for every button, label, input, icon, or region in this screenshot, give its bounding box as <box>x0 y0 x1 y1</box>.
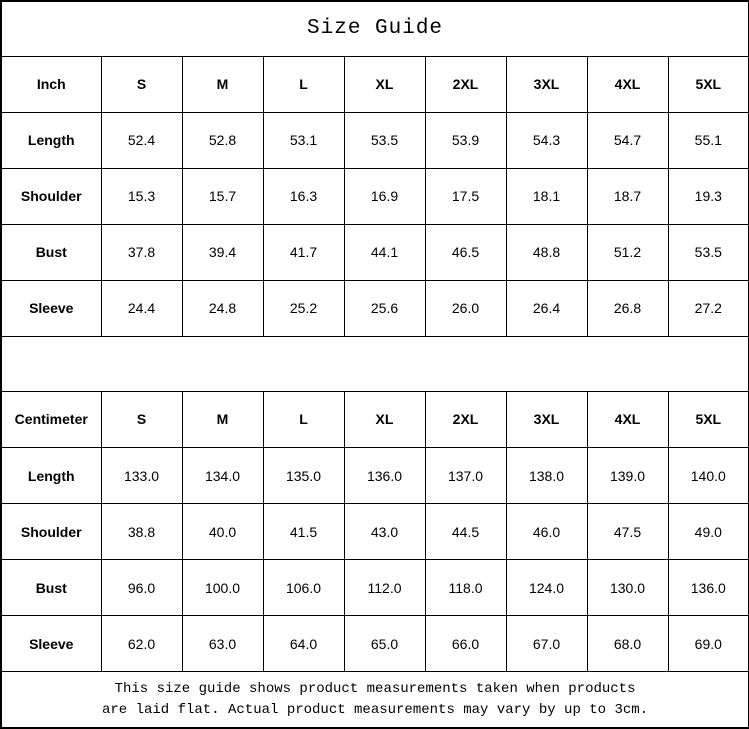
size-col-header: M <box>182 391 263 447</box>
size-col-header: M <box>182 56 263 112</box>
measure-row-label: Shoulder <box>1 504 101 560</box>
measure-value-cell: 96.0 <box>101 560 182 616</box>
measure-value-cell: 137.0 <box>425 448 506 504</box>
measure-value-cell: 68.0 <box>587 616 668 672</box>
measure-value-cell: 44.1 <box>344 224 425 280</box>
measure-value-cell: 40.0 <box>182 504 263 560</box>
measure-value-cell: 124.0 <box>506 560 587 616</box>
measure-value-cell: 17.5 <box>425 168 506 224</box>
measure-value-cell: 136.0 <box>344 448 425 504</box>
measure-value-cell: 53.5 <box>668 224 749 280</box>
measure-value-cell: 54.7 <box>587 112 668 168</box>
measure-value-cell: 64.0 <box>263 616 344 672</box>
size-col-header: L <box>263 56 344 112</box>
measure-value-cell: 41.7 <box>263 224 344 280</box>
measure-value-cell: 139.0 <box>587 448 668 504</box>
measure-value-cell: 15.7 <box>182 168 263 224</box>
measure-value-cell: 37.8 <box>101 224 182 280</box>
inch-length-row <box>1 112 749 168</box>
size-col-header: 2XL <box>425 56 506 112</box>
measure-value-cell: 53.1 <box>263 112 344 168</box>
cm-sleeve-row <box>1 616 749 672</box>
measure-value-cell: 25.2 <box>263 280 344 336</box>
measure-value-cell: 138.0 <box>506 448 587 504</box>
measure-value-cell: 47.5 <box>587 504 668 560</box>
measure-value-cell: 27.2 <box>668 280 749 336</box>
measure-value-cell: 140.0 <box>668 448 749 504</box>
inch-bust-row <box>1 224 749 280</box>
inch-sleeve-row <box>1 280 749 336</box>
size-col-header: L <box>263 391 344 447</box>
measure-value-cell: 65.0 <box>344 616 425 672</box>
measure-value-cell: 106.0 <box>263 560 344 616</box>
size-col-header: S <box>101 56 182 112</box>
measure-row-label: Bust <box>1 224 101 280</box>
inch-shoulder-row <box>1 168 749 224</box>
measure-row-label: Bust <box>1 560 101 616</box>
size-col-header: 3XL <box>506 56 587 112</box>
cm-shoulder-row <box>1 504 749 560</box>
measure-row-label: Sleeve <box>1 280 101 336</box>
title-row <box>1 1 749 56</box>
measure-value-cell: 69.0 <box>668 616 749 672</box>
table-spacer-row <box>1 336 749 391</box>
measure-value-cell: 51.2 <box>587 224 668 280</box>
measure-value-cell: 133.0 <box>101 448 182 504</box>
size-col-header: 4XL <box>587 391 668 447</box>
cm-header-row <box>1 391 749 447</box>
measure-value-cell: 18.7 <box>587 168 668 224</box>
inch-unit-header: Inch <box>1 56 101 112</box>
measure-value-cell: 134.0 <box>182 448 263 504</box>
measure-value-cell: 46.0 <box>506 504 587 560</box>
measure-value-cell: 15.3 <box>101 168 182 224</box>
measure-value-cell: 39.4 <box>182 224 263 280</box>
measure-value-cell: 46.5 <box>425 224 506 280</box>
measure-value-cell: 26.4 <box>506 280 587 336</box>
size-col-header: XL <box>344 391 425 447</box>
footer-note-line1: This size guide shows product measurements taken when products <box>114 680 636 697</box>
measure-value-cell: 41.5 <box>263 504 344 560</box>
size-col-header: XL <box>344 56 425 112</box>
measure-row-label: Shoulder <box>1 168 101 224</box>
footer-note <box>1 672 749 728</box>
size-col-header: 3XL <box>506 391 587 447</box>
measure-value-cell: 43.0 <box>344 504 425 560</box>
page-title: Size Guide <box>1 1 749 56</box>
table-spacer <box>1 336 749 391</box>
measure-value-cell: 18.1 <box>506 168 587 224</box>
measure-value-cell: 63.0 <box>182 616 263 672</box>
size-col-header: 2XL <box>425 391 506 447</box>
measure-value-cell: 130.0 <box>587 560 668 616</box>
size-col-header: 4XL <box>587 56 668 112</box>
cm-length-row <box>1 448 749 504</box>
size-col-header: 5XL <box>668 391 749 447</box>
cm-bust-row <box>1 560 749 616</box>
measure-row-label: Sleeve <box>1 616 101 672</box>
size-col-header: 5XL <box>668 56 749 112</box>
inch-header-row <box>1 56 749 112</box>
measure-value-cell: 53.9 <box>425 112 506 168</box>
footer-note-line2: are laid flat. Actual product measurements may vary by up to 3cm. <box>101 701 649 718</box>
measure-row-label: Length <box>1 112 101 168</box>
measure-value-cell: 16.3 <box>263 168 344 224</box>
measure-value-cell: 19.3 <box>668 168 749 224</box>
measure-value-cell: 44.5 <box>425 504 506 560</box>
cm-unit-header: Centimeter <box>1 391 101 447</box>
measure-value-cell: 62.0 <box>101 616 182 672</box>
measure-value-cell: 24.4 <box>101 280 182 336</box>
measure-value-cell: 66.0 <box>425 616 506 672</box>
footer-row <box>1 672 749 728</box>
measure-value-cell: 55.1 <box>668 112 749 168</box>
measure-value-cell: 54.3 <box>506 112 587 168</box>
measure-row-label: Length <box>1 448 101 504</box>
measure-value-cell: 67.0 <box>506 616 587 672</box>
measure-value-cell: 52.8 <box>182 112 263 168</box>
size-col-header: S <box>101 391 182 447</box>
measure-value-cell: 118.0 <box>425 560 506 616</box>
measure-value-cell: 16.9 <box>344 168 425 224</box>
measure-value-cell: 112.0 <box>344 560 425 616</box>
measure-value-cell: 38.8 <box>101 504 182 560</box>
measure-value-cell: 48.8 <box>506 224 587 280</box>
measure-value-cell: 24.8 <box>182 280 263 336</box>
measure-value-cell: 52.4 <box>101 112 182 168</box>
measure-value-cell: 100.0 <box>182 560 263 616</box>
measure-value-cell: 136.0 <box>668 560 749 616</box>
measure-value-cell: 25.6 <box>344 280 425 336</box>
measure-value-cell: 26.0 <box>425 280 506 336</box>
measure-value-cell: 26.8 <box>587 280 668 336</box>
measure-value-cell: 53.5 <box>344 112 425 168</box>
measure-value-cell: 135.0 <box>263 448 344 504</box>
measure-value-cell: 49.0 <box>668 504 749 560</box>
